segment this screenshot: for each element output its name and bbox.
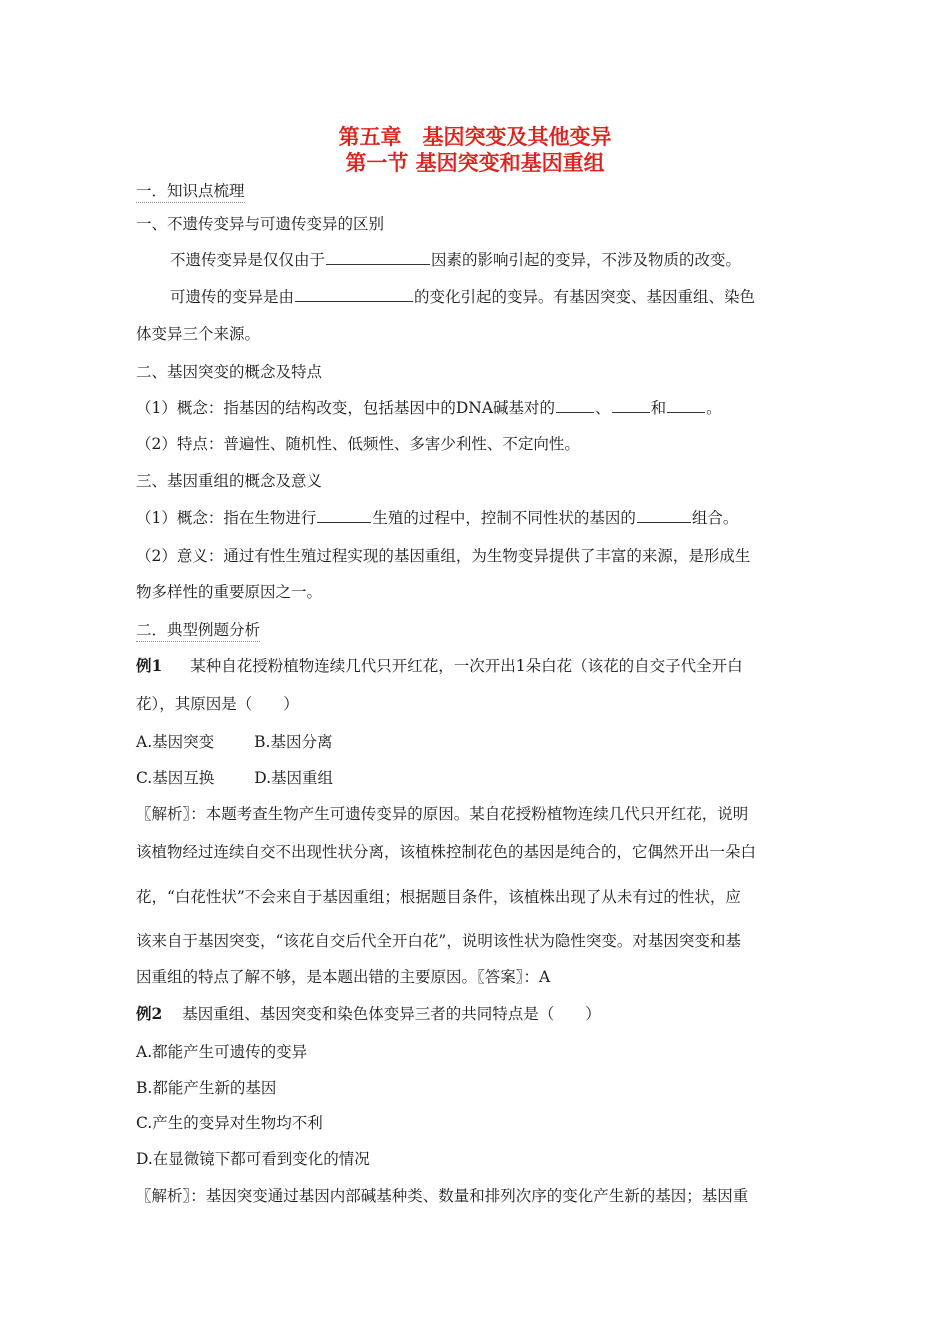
sentence-end: 。	[706, 399, 722, 417]
ex1-question-cont: 花），其原因是（ ）	[136, 695, 299, 713]
ex1-question-text: 某种自花授粉植物连续几代只开红花，一次开出1朵白花（该花的自交子代全开白	[190, 657, 743, 675]
s3-item1	[136, 507, 738, 529]
ex1-analysis-line2: 该植物经过连续自交不出现性状分离，该植株控制花色的基因是纯合的，它偶然开出一朵白	[136, 843, 757, 861]
ex1-question	[136, 655, 743, 677]
s3-heading: 三、基因重组的概念及意义	[136, 472, 323, 490]
part2-heading: 二．典型例题分析	[136, 619, 260, 642]
s1-para1-text-b: 因素的影响引起的变异，不涉及物质的改变。	[431, 251, 742, 269]
answer-blank	[667, 398, 705, 413]
separator: 、	[595, 399, 611, 417]
s1-para2	[170, 286, 755, 308]
s3-item1-text-c: 组合。	[691, 509, 739, 527]
ex1-analysis-line4: 该来自于基因突变，“该花自交后代全开白花”，说明该性状为隐性突变。对基因突变和基	[136, 932, 741, 950]
separator: 和	[650, 399, 667, 417]
s3-item1-text-b: 生殖的过程中，控制不同性状的基因的	[372, 509, 636, 527]
s1-para1-text-a: 不遗传变异是仅仅由于	[170, 251, 326, 269]
ex2-analysis-line1: 〖解析〗：基因突变通过基因内部碱基种类、数量和排列次序的变化产生新的基因；基因重	[136, 1187, 749, 1205]
section-title: 第一节 基因突变和基因重组	[345, 151, 605, 175]
s3-item2-cont: 物多样性的重要原因之一。	[136, 583, 323, 601]
s1-para1	[170, 249, 741, 271]
answer-blank	[612, 398, 650, 413]
ex1-option-d: D.基因重组	[254, 769, 334, 787]
ex1-label: 例1	[136, 656, 163, 675]
ex1-option-a: A.基因突变	[136, 733, 215, 751]
ex2-question	[136, 1003, 601, 1025]
answer-blank	[317, 508, 371, 523]
s2-item2: （2）特点：普遍性、随机性、低频性、多害少利性、不定向性。	[136, 435, 580, 453]
s2-item1-text: （1）概念：指基因的结构改变，包括基因中的DNA碱基对的	[136, 399, 556, 417]
ex1-analysis-line1: 〖解析〗：本题考查生物产生可遗传变异的原因。某自花授粉植物连续几代只开红花，说明	[136, 805, 749, 823]
answer-blank	[295, 287, 413, 302]
ex2-option-d: D.在显微镜下都可看到变化的情况	[136, 1150, 370, 1168]
ex1-option-b: B.基因分离	[254, 733, 333, 751]
s1-para2-text-b: 的变化引起的变异。有基因突变、基因重组、染色	[414, 288, 756, 306]
s2-item1	[136, 397, 722, 419]
s1-para2-cont: 体变异三个来源。	[136, 325, 261, 343]
s1-para2-text-a: 可遗传的变异是由	[170, 288, 295, 306]
answer-blank	[637, 508, 691, 523]
s2-heading: 二、基因突变的概念及特点	[136, 363, 323, 381]
answer-blank	[556, 398, 594, 413]
ex1-analysis-line3: 花，“白花性状”不会来自于基因重组；根据题目条件，该植株出现了从未有过的性状，应	[136, 888, 741, 906]
part1-heading: 一．知识点梳理	[136, 180, 245, 203]
ex2-label: 例2	[136, 1004, 163, 1023]
ex2-option-c: C.产生的变异对生物均不利	[136, 1114, 323, 1132]
ex1-option-c: C.基因互换	[136, 769, 215, 787]
s3-item2: （2）意义：通过有性生殖过程实现的基因重组，为生物变异提供了丰富的来源，是形成生	[136, 547, 751, 565]
chapter-title: 第五章 基因突变及其他变异	[338, 125, 612, 149]
ex2-question-text: 基因重组、基因突变和染色体变异三者的共同特点是（ ）	[182, 1005, 601, 1023]
answer-blank	[326, 250, 430, 265]
s3-item1-text-a: （1）概念：指在生物进行	[136, 509, 317, 527]
ex1-options-row1	[136, 731, 332, 753]
ex1-options-row2	[136, 767, 333, 789]
ex2-option-a: A.都能产生可遗传的变异	[136, 1043, 308, 1061]
ex1-analysis-line5: 因重组的特点了解不够，是本题出错的主要原因。〖答案〗：A	[136, 968, 551, 986]
ex2-option-b: B.都能产生新的基因	[136, 1079, 277, 1097]
s1-heading: 一、不遗传变异与可遗传变异的区别	[136, 215, 385, 233]
